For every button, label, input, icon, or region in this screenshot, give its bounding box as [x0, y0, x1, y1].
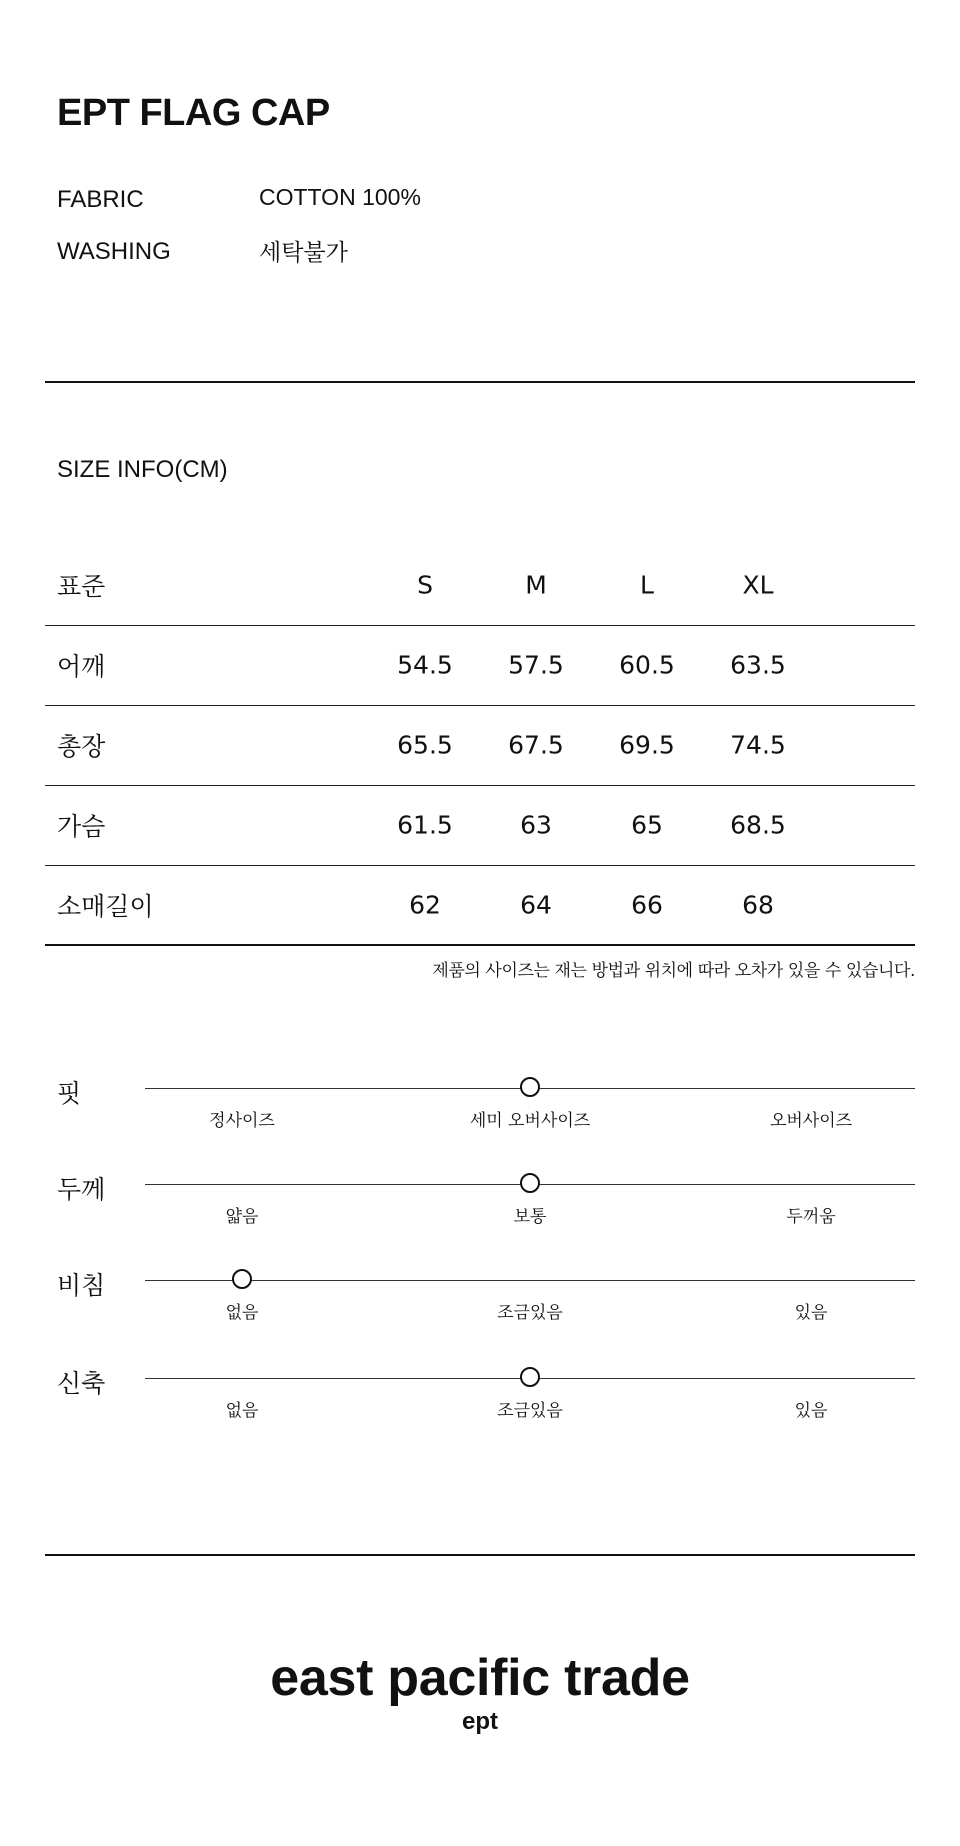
cell-value: 74.5 [730, 730, 786, 760]
header-cell-xl: XL [742, 570, 774, 600]
washing-label: WASHING [57, 238, 171, 265]
scale-option: 있음 [794, 1303, 828, 1323]
washing-value: 세탁불가 [259, 239, 348, 265]
fit-scale [45, 1079, 915, 1148]
table-bottom-border [45, 944, 915, 946]
fabric-value: COTTON 100% [259, 184, 421, 210]
row-label: 소매길이 [57, 892, 154, 921]
scale-track [145, 1280, 915, 1281]
cell-value: 64 [520, 890, 552, 920]
section-divider [45, 381, 915, 383]
scale-option: 정사이즈 [209, 1111, 275, 1131]
scale-option: 얇음 [225, 1207, 259, 1227]
scale-option: 있음 [794, 1401, 828, 1421]
table-row [45, 785, 915, 865]
size-info-title: SIZE INFO(CM) [57, 456, 228, 483]
cell-value: 68 [742, 890, 774, 920]
cell-value: 69.5 [619, 730, 675, 760]
scale-marker [232, 1269, 252, 1289]
scale-marker [520, 1077, 540, 1097]
scale-label: 핏 [57, 1079, 82, 1108]
row-label: 가슴 [57, 812, 106, 841]
stretch-scale [45, 1369, 915, 1438]
cell-value: 67.5 [508, 730, 564, 760]
header-cell-label: 표준 [57, 572, 106, 601]
header-cell-m: M [525, 570, 547, 600]
scale-option: 두꺼움 [786, 1207, 836, 1227]
scale-marker [520, 1173, 540, 1193]
scale-option: 오버사이즈 [769, 1111, 853, 1131]
scale-marker [520, 1367, 540, 1387]
cell-value: 63.5 [730, 650, 786, 680]
product-title: EPT FLAG CAP [57, 92, 330, 134]
scale-option: 없음 [225, 1401, 259, 1421]
cell-value: 57.5 [508, 650, 564, 680]
scale-option: 보통 [513, 1207, 547, 1227]
table-row [45, 705, 915, 785]
scale-option: 없음 [225, 1303, 259, 1323]
brand-wordmark: east pacific trade [270, 1649, 690, 1707]
size-disclaimer: 제품의 사이즈는 재는 방법과 위치에 따라 오차가 있을 수 있습니다. [432, 961, 915, 981]
table-row [45, 865, 915, 945]
scale-label: 두께 [57, 1175, 106, 1204]
header-cell-s: S [417, 570, 433, 600]
row-label: 총장 [57, 732, 106, 761]
brand-short: ept [462, 1708, 498, 1735]
fabric-label: FABRIC [57, 186, 144, 213]
size-table-header [45, 545, 915, 625]
row-label: 어깨 [57, 652, 106, 681]
cell-value: 60.5 [619, 650, 675, 680]
size-table [45, 545, 915, 945]
footer-divider [45, 1554, 915, 1556]
cell-value: 63 [520, 810, 552, 840]
scale-option: 세미 오버사이즈 [469, 1111, 591, 1131]
scale-label: 신축 [57, 1369, 106, 1398]
cell-value: 54.5 [397, 650, 453, 680]
table-row [45, 625, 915, 705]
scale-label: 비침 [57, 1271, 106, 1300]
thickness-scale [45, 1175, 915, 1244]
cell-value: 66 [631, 890, 663, 920]
sheerness-scale [45, 1271, 915, 1340]
cell-value: 61.5 [397, 810, 453, 840]
scale-option: 조금있음 [497, 1303, 563, 1323]
header-cell-l: L [640, 570, 654, 600]
cell-value: 65.5 [397, 730, 453, 760]
cell-value: 68.5 [730, 810, 786, 840]
cell-value: 65 [631, 810, 663, 840]
scale-option: 조금있음 [497, 1401, 563, 1421]
cell-value: 62 [409, 890, 441, 920]
